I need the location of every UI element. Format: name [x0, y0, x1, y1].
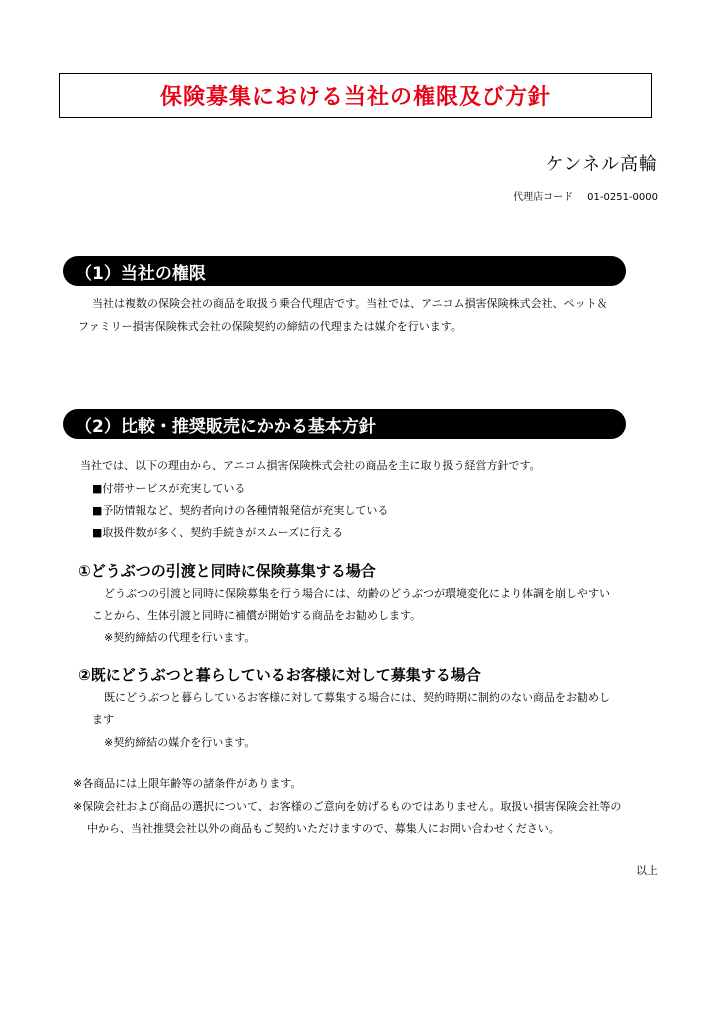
title-box — [59, 73, 652, 118]
agent-code — [513, 188, 658, 203]
case1-line1: どうぶつの引渡と同時に保険募集を行う場合には、幼齢のどうぶつが環境変化により体調を崩しやすい — [104, 587, 610, 600]
section1-paragraph-line1: 当社は複数の保険会社の商品を取扱う乗合代理店です。当社では、アニコム損害保険株式会社、ペット＆ — [92, 297, 608, 310]
case2-heading: ②既にどうぶつと暮らしているお客様に対して募集する場合 — [78, 666, 481, 684]
company-name: ケンネル高輪 — [545, 154, 658, 175]
case1-line2: ことから、生体引渡と同時に補償が開始する商品をお勧めします。 — [92, 609, 422, 622]
closing-mark: 以上 — [636, 864, 658, 877]
agent-code-label: 代理店コード — [513, 192, 574, 203]
section1-paragraph-line2: ファミリー損害保険株式会社の保険契約の締結の代理または媒介を行います。 — [78, 320, 462, 333]
section-heading-authority: （1）当社の権限 — [63, 256, 626, 286]
note-selection-line2: 中から、当社推奨会社以外の商品もご契約いただけますので、募集人にお問い合わせください。 — [87, 822, 560, 835]
note-conditions: ※各商品には上限年齢等の諸条件があります。 — [73, 777, 302, 790]
agent-code-value: 01-0251-0000 — [587, 192, 658, 203]
case1-note: ※契約締結の代理を行います。 — [104, 631, 256, 644]
case2-line1: 既にどうぶつと暮らしているお客様に対して募集する場合には、契約時期に制約のない商品をお勧めし — [104, 691, 610, 704]
page-title: 保険募集における当社の権限及び方針 — [159, 85, 551, 110]
reason-item: ■予防情報など、契約者向けの各種情報発信が充実している — [92, 504, 389, 517]
case1-heading: ①どうぶつの引渡と同時に保険募集する場合 — [78, 562, 376, 580]
note-selection-line1: ※保険会社および商品の選択について、お客様のご意向を妨げるものではありません。取扱い損害保険会社等の — [73, 800, 622, 813]
case2-line2: ます — [92, 713, 114, 726]
policy-intro: 当社では、以下の理由から、アニコム損害保険株式会社の商品を主に取り扱う経営方針です。 — [80, 459, 541, 472]
section-heading-policy: （2）比較・推奨販売にかかる基本方針 — [63, 409, 626, 439]
case2-note: ※契約締結の媒介を行います。 — [104, 736, 256, 749]
reason-item: ■付帯サービスが充実している — [92, 482, 246, 495]
reason-item: ■取扱件数が多く、契約手続きがスムーズに行える — [92, 526, 344, 539]
